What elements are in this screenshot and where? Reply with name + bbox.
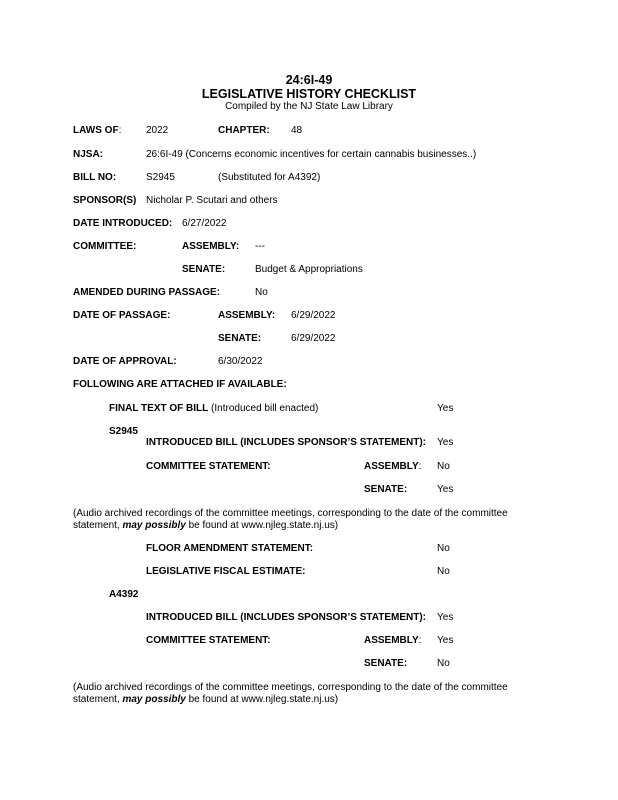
committee-senate-label: SENATE: [182,264,226,275]
passage-assembly-value: 6/29/2022 [291,310,336,321]
committee-assembly-value: --- [255,241,265,252]
sponsor-label: SPONSOR(S) [73,195,137,206]
s2945-senate-value: Yes [437,484,454,495]
passage-assembly-label: ASSEMBLY: [218,310,276,321]
passage-senate-label: SENATE: [218,333,262,344]
s2945-floor-amendment-value: No [437,543,450,554]
document-code: 24:6I-49 [285,73,333,87]
bill-no-label: BILL NO: [73,172,117,183]
bill-no-substitution: (Substituted for A4392) [218,172,321,183]
amended-value: No [255,287,268,298]
date-of-approval-value: 6/30/2022 [218,356,263,367]
date-introduced-value: 6/27/2022 [182,218,227,229]
date-of-passage-label: DATE OF PASSAGE: [73,310,171,321]
date-introduced-label: DATE INTRODUCED: [73,218,173,229]
s2945-bill-label: S2945 [109,426,138,437]
a4392-assembly-label: ASSEMBLY: [364,635,422,646]
s2945-introduced-value: Yes [437,437,454,448]
chapter-value: 48 [291,125,303,136]
date-of-approval-label: DATE OF APPROVAL: [73,356,177,367]
committee-senate-value: Budget & Appropriations [255,264,363,275]
committee-assembly-label: ASSEMBLY: [182,241,240,252]
a4392-introduced-value: Yes [437,612,454,623]
a4392-audio-note: (Audio archived recordings of the committee meetings, corresponding to the date of the committee statement, may possibly be found at www.njleg.state.nj.us) [73,682,508,705]
s2945-fiscal-estimate-value: No [437,566,450,577]
laws-of-value: 2022 [146,125,169,136]
bill-no-value: S2945 [146,172,175,183]
s2945-assembly-value: No [437,461,450,472]
s2945-assembly-label: ASSEMBLY: [364,461,422,472]
chapter-label: CHAPTER: [218,125,270,136]
s2945-senate-label: SENATE: [364,484,408,495]
a4392-bill-label: A4392 [109,589,139,600]
laws-of-label: LAWS OF: [73,125,122,136]
sponsor-value: Nicholar P. Scutari and others [146,195,278,206]
a4392-introduced-label: INTRODUCED BILL (INCLUDES SPONSOR’S STATEMENT): [146,612,426,623]
committee-label: COMMITTEE: [73,241,137,252]
njsa-label: NJSA: [73,149,104,160]
page-title: LEGISLATIVE HISTORY CHECKLIST [201,87,417,101]
a4392-assembly-value: Yes [437,635,454,646]
final-text-value: Yes [437,403,454,414]
amended-label: AMENDED DURING PASSAGE: [73,287,221,298]
s2945-audio-note: (Audio archived recordings of the committee meetings, corresponding to the date of the committee statement, may possibly be found at www.njleg.state.nj.us) [73,508,508,531]
njsa-value: 26:6I-49 (Concerns economic incentives for certain cannabis businesses..) [146,149,477,160]
a4392-senate-label: SENATE: [364,658,408,669]
s2945-fiscal-estimate-label: LEGISLATIVE FISCAL ESTIMATE: [146,566,306,577]
passage-senate-value: 6/29/2022 [291,333,336,344]
a4392-committee-statement-label: COMMITTEE STATEMENT: [146,635,271,646]
compiled-by: Compiled by the NJ State Law Library [225,101,393,112]
s2945-introduced-label: INTRODUCED BILL (INCLUDES SPONSOR’S STATEMENT): [146,437,426,448]
final-text-label: FINAL TEXT OF BILL (Introduced bill enacted) [109,403,319,414]
attached-heading: FOLLOWING ARE ATTACHED IF AVAILABLE: [73,379,287,390]
a4392-senate-value: No [437,658,450,669]
s2945-committee-statement-label: COMMITTEE STATEMENT: [146,461,271,472]
s2945-floor-amendment-label: FLOOR AMENDMENT STATEMENT: [146,543,314,554]
